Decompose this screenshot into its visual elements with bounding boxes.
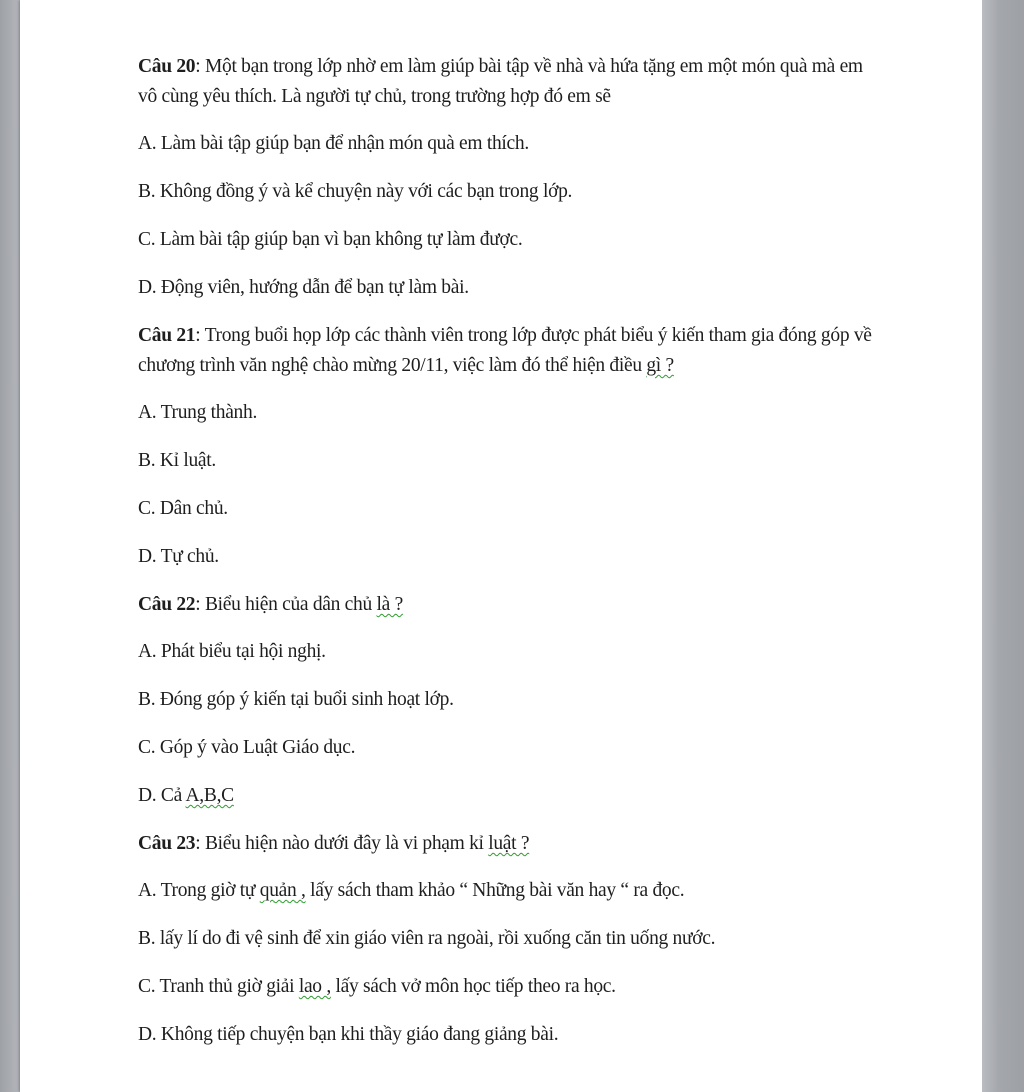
- option-d: [138, 542, 874, 572]
- option-a: [138, 637, 874, 667]
- question-number: Câu 21: [138, 325, 196, 346]
- option-b: [138, 446, 874, 476]
- grammar-squiggle: là ?: [376, 594, 403, 615]
- question-21: [138, 321, 874, 381]
- grammar-squiggle: luật ?: [488, 833, 530, 854]
- option-text: A. Làm bài tập giúp bạn để nhận món quà em thích.: [138, 133, 529, 154]
- option-text: D. Tự chủ.: [138, 546, 219, 567]
- option-text: C. Góp ý vào Luật Giáo dục.: [138, 737, 356, 758]
- grammar-squiggle: lao ,: [298, 976, 331, 997]
- option-text: A. Phát biểu tại hội nghị.: [138, 641, 326, 662]
- option-d: [138, 1020, 874, 1050]
- window-gutter-left: [0, 0, 20, 1092]
- option-text: C. Làm bài tập giúp bạn vì bạn không tự làm được.: [138, 229, 523, 250]
- question-number: Câu 20: [138, 56, 196, 77]
- option-b: [138, 924, 874, 954]
- question-text: : Biểu hiện của dân chủ: [195, 594, 377, 615]
- option-d: [138, 273, 874, 303]
- option-text: B. Đóng góp ý kiến tại buổi sinh hoạt lớp.: [138, 689, 454, 710]
- question-number: Câu 22: [138, 594, 196, 615]
- option-text: B. Kỉ luật.: [138, 450, 216, 471]
- question-22: [138, 590, 874, 620]
- question-text: : Một bạn trong lớp nhờ em làm giúp bài tập về nhà và hứa tặng em một món quà mà em vô cùng yêu thích. Là người tự chủ, trong trường hợp đó em sẽ: [138, 56, 863, 107]
- option-c: [138, 225, 874, 255]
- option-text: D. Cả: [138, 785, 186, 806]
- question-20: [138, 52, 874, 112]
- option-text: lấy sách vở môn học tiếp theo ra học.: [330, 976, 616, 997]
- option-text: B. Không đồng ý và kể chuyện này với các bạn trong lớp.: [138, 181, 573, 202]
- grammar-squiggle: gì ?: [646, 355, 674, 376]
- option-c: [138, 972, 874, 1002]
- option-a: [138, 398, 874, 428]
- option-text: C. Dân chủ.: [138, 498, 228, 519]
- question-text: : Biểu hiện nào dưới đây là vi phạm kỉ: [195, 833, 489, 854]
- grammar-squiggle: quản ,: [259, 880, 306, 901]
- option-text: A. Trong giờ tự: [138, 880, 260, 901]
- question-23: [138, 829, 874, 859]
- option-a: [138, 876, 874, 906]
- option-text: B. lấy lí do đi vệ sinh để xin giáo viên ra ngoài, rồi xuống căn tin uống nước.: [138, 928, 716, 949]
- option-b: [138, 177, 874, 207]
- option-text: A. Trung thành.: [138, 402, 258, 423]
- option-d: [138, 781, 874, 811]
- option-b: [138, 685, 874, 715]
- document-page[interactable]: [20, 0, 982, 1092]
- option-text: D. Động viên, hướng dẫn để bạn tự làm bài.: [138, 277, 469, 298]
- question-number: Câu 23: [138, 833, 196, 854]
- document-content: [138, 52, 874, 1068]
- option-c: [138, 494, 874, 524]
- grammar-squiggle: A,B,C: [185, 785, 234, 806]
- option-c: [138, 733, 874, 763]
- option-text: C. Tranh thủ giờ giải: [138, 976, 299, 997]
- option-text: lấy sách tham khảo “ Những bài văn hay “ ra đọc.: [305, 880, 685, 901]
- question-text: : Trong buổi họp lớp các thành viên trong lớp được phát biểu ý kiến tham gia đóng góp về chương trình văn nghệ chào mừng 20/11, việc làm đó thể hiện điều: [138, 325, 872, 376]
- option-text: D. Không tiếp chuyện bạn khi thầy giáo đang giảng bài.: [138, 1024, 559, 1045]
- window-gutter-right: [982, 0, 1024, 1092]
- option-a: [138, 129, 874, 159]
